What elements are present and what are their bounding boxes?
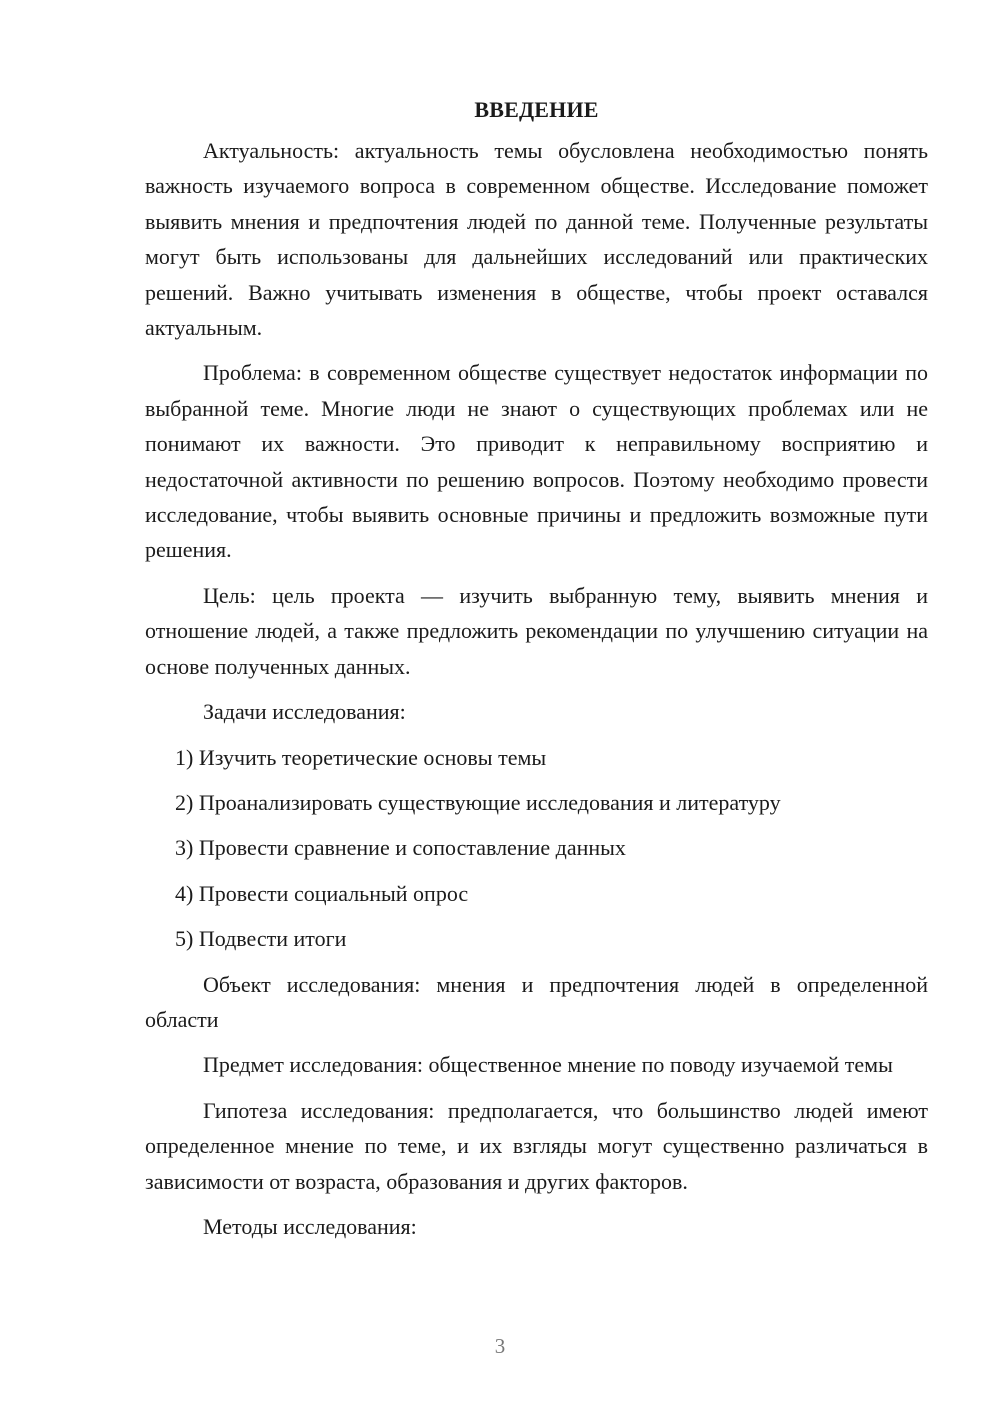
task-item-2: 2) Проанализировать существующие исследования и литературу — [175, 789, 781, 815]
methods-heading: Методы исследования: — [203, 1213, 417, 1239]
task-item-3: 3) Провести сравнение и сопоставление данных — [175, 835, 626, 861]
page-number: 3 — [494, 1334, 506, 1358]
task-item-1: 1) Изучить теоретические основы темы — [175, 744, 547, 770]
relevance-paragraph: Актуальность: актуальность темы обусловлена необходимостью понять важность изучаемого вопроса в современном обществе. Исследование поможет выявить мнения и предпочтения людей по данной теме. Полученные результаты могут быть использованы для дальнейших исследований или практических решений. Важно учитывать изменения в обществе, чтобы проект оставался актуальным. — [145, 138, 928, 341]
goal-paragraph: Цель: цель проекта — изучить выбранную тему, выявить мнения и отношение людей, а также предложить рекомендации по улучшению ситуации на основе полученных данных. — [145, 582, 928, 679]
object-paragraph: Объект исследования: мнения и предпочтения людей в определенной области — [145, 971, 928, 1032]
task-item-5: 5) Подвести итоги — [175, 926, 347, 952]
tasks-heading: Задачи исследования: — [203, 699, 406, 725]
tasks-list — [145, 740, 928, 957]
page-content — [145, 92, 928, 1254]
problem-paragraph: Проблема: в современном обществе существует недостаток информации по выбранной теме. Многие люди не знают о существующих проблемах или не понимают их важности. Это приводит к неправильному восприятию и недостаточной активности по решению вопросов. Поэтому необходимо провести исследование, чтобы выявить основные причины и предложить возможные пути решения. — [145, 360, 928, 563]
subject-paragraph: Предмет исследования: общественное мнение по поводу изучаемой темы — [203, 1052, 893, 1078]
hypothesis-paragraph: Гипотеза исследования: предполагается, что большинство людей имеют определенное мнение по теме, и их взгляды могут существенно различаться в зависимости от возраста, образования и других факторов. — [145, 1097, 928, 1194]
task-item-4: 4) Провести социальный опрос — [175, 880, 469, 906]
page-title: ВВЕДЕНИЕ — [474, 97, 599, 122]
